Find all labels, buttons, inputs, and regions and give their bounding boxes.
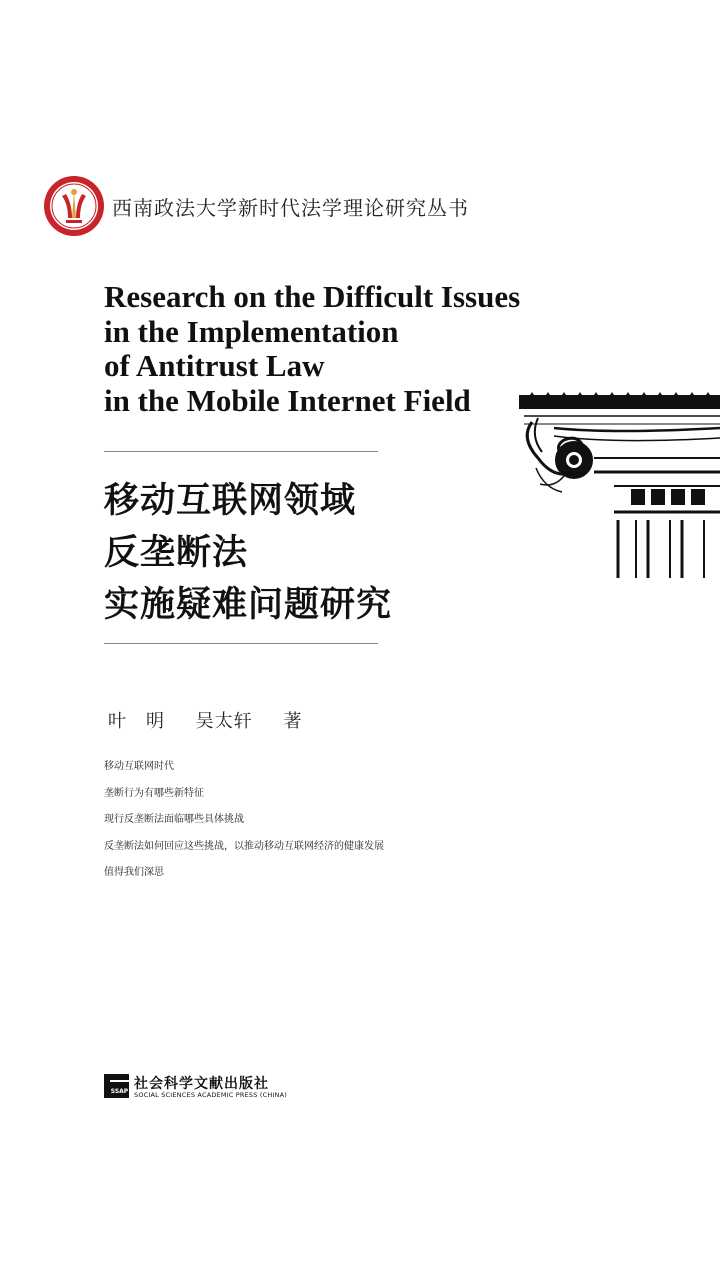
publisher-logo-icon (104, 1074, 129, 1098)
series-name: 西南政法大学新时代法学理论研究丛书 (112, 196, 469, 220)
chinese-title-line: 反垄断法 (104, 532, 249, 573)
publisher-logo-text: SSAP (110, 1088, 129, 1095)
author-name: 叶 明 (108, 711, 165, 732)
english-title-line: of Antitrust Law (104, 348, 325, 383)
english-title-line: in the Mobile Internet Field (104, 382, 471, 418)
blurb-line: 值得我们深思 (104, 867, 164, 878)
chinese-title (104, 475, 392, 631)
blurb-line: 反垄断法如何回应这些挑战，以推动移动互联网经济的健康发展 (104, 840, 384, 852)
authors (108, 707, 302, 733)
english-title-line: in the Implementation (104, 313, 399, 349)
author-name: 吴太轩 (195, 711, 253, 732)
ionic-column-illustration (514, 388, 720, 584)
blurb-line: 现行反垄断法面临哪些具体挑战 (104, 814, 244, 825)
english-title-line: Research on the Difficult Issues (104, 279, 521, 314)
university-emblem-icon (42, 174, 106, 238)
publisher-name-en: SOCIAL SCIENCES ACADEMIC PRESS (CHINA) (134, 1091, 287, 1099)
divider-top (104, 451, 378, 452)
publisher-name-cn: 社会科学文献出版社 (134, 1076, 269, 1092)
blurb-line: 垄断行为有哪些新特征 (104, 787, 204, 799)
author-role: 著 (283, 711, 303, 732)
chinese-title-line: 移动互联网领域 (104, 480, 357, 521)
english-title (104, 280, 564, 418)
blurb-line: 移动互联网时代 (104, 761, 174, 772)
blurb (104, 754, 384, 887)
chinese-title-line: 实施疑难问题研究 (104, 584, 393, 625)
divider-bottom (104, 643, 378, 644)
